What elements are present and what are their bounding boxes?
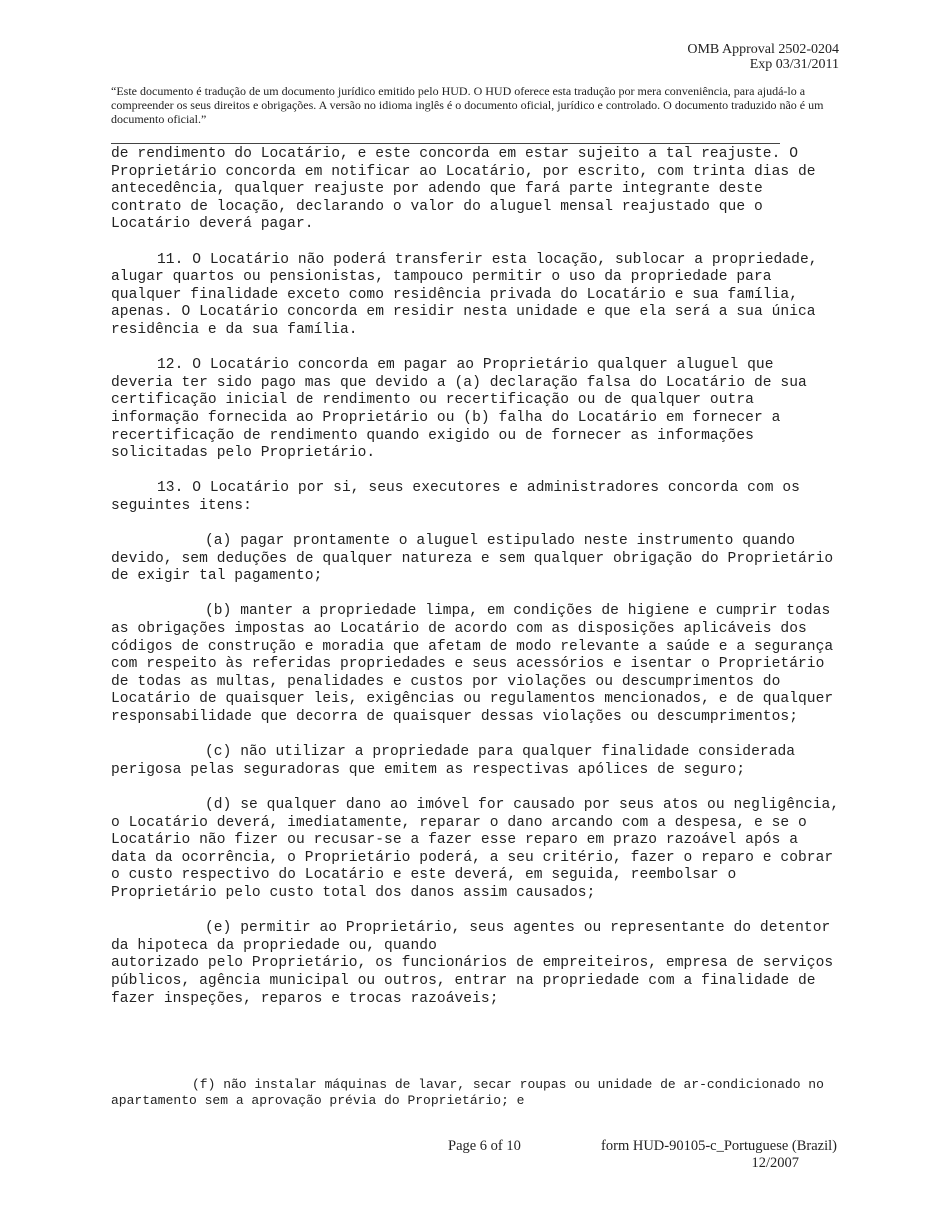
omb-expiration-date: Exp 03/31/2011 [749, 57, 839, 72]
omb-approval-block [687, 42, 839, 72]
form-date: 12/2007 [751, 1155, 799, 1171]
form-name: form HUD-90105-c_Portuguese (Brazil) [601, 1138, 837, 1154]
clause-13-item-f-block [111, 1077, 841, 1109]
page-number: Page 6 of 10 [448, 1138, 521, 1154]
clause-13-item-e-line1: (e) permitir ao Proprietário, seus agentes ou representante do detentor da hipoteca da propriedade ou, quando [111, 920, 831, 954]
form-identifier [601, 1138, 837, 1172]
clause-13-item-a: (a) pagar prontamente o aluguel estipulado neste instrumento quando devido, sem deduções de qualquer natureza e sem qualquer obrigação do Proprietário de exigir tal pagamento; [111, 533, 834, 585]
clause-13-item-c: (c) não utilizar a propriedade para qualquer finalidade considerada perigosa pelas seguradoras que emitem as respectivas apólices de seguro; [111, 744, 796, 778]
document-body [111, 146, 841, 1026]
header-divider [111, 143, 780, 144]
omb-approval-number: OMB Approval 2502-0204 [687, 42, 839, 57]
clause-13-item-e-line2: autorizado pelo Proprietário, os funcionários de empreiteiros, empresa de serviços públicos, agência municipal ou outros, entrar na propriedade com a finalidade de fazer inspeções, reparos e trocas razoáveis; [111, 955, 834, 1007]
clause-12: 12. O Locatário concorda em pagar ao Proprietário qualquer aluguel que deveria ter sido pago mas que devido a (a) declaração falsa do Locatário de sua certificação inicial de rendimento ou recertificação ou de qualquer outra informação fornecida ao Proprietário ou (b) falha do Locatário em fornecer a recertificação de rendimento quando exigido ou de fornecer as informações solicitadas pelo Proprietário. [111, 357, 807, 462]
clause-11: 11. O Locatário não poderá transferir esta locação, sublocar a propriedade, alugar quartos ou pensionistas, tampouco permitir o uso da propriedade para qualquer finalidade exceto como residência privada do Locatário e sua família, apenas. O Locatário concorda em residir nesta unidade e que ela será a sua única residência e da sua família. [111, 251, 818, 338]
clause-13-item-d: (d) se qualquer dano ao imóvel for causado por seus atos ou negligência, o Locatário deverá, imediatamente, reparar o dano arcando com a despesa, e se o Locatário não fizer ou recusar-se a fazer esse reparo em prazo razoável após a data da ocorrência, o Proprietário poderá, a seu critério, fazer o reparo e cobrar o custo respectivo do Locatário e este deverá, em seguida, reembolsar o Proprietário pelo custo total dos danos assim causados; [111, 796, 840, 901]
clause-13-item-f: (f) não instalar máquinas de lavar, secar roupas ou unidade de ar-condicionado no apartamento sem a aprovação prévia do Proprietário; e [111, 1077, 824, 1108]
clause-13: 13. O Locatário por si, seus executores e administradores concorda com os seguintes itens: [111, 480, 800, 514]
clause-13-item-b: (b) manter a propriedade limpa, em condições de higiene e cumprir todas as obrigações impostas ao Locatário de acordo com as disposições aplicáveis dos códigos de construção e moradia que afetam de modo relevante a saúde e a segurança com respeito às referidas propriedades e seus acessórios e isentar o Proprietário de todas as multas, penalidades e custos por violações ou descumprimentos do Locatário de quaisquer leis, exigências ou regulamentos mencionados, e de qualquer responsabilidade que decorra de quaisquer dessas violações ou descumprimentos; [111, 603, 834, 725]
continuation-paragraph: de rendimento do Locatário, e este concorda em estar sujeito a tal reajuste. O Proprietário concorda em notificar ao Locatário, por escrito, com trinta dias de antecedência, qualquer reajuste por adendo que fará parte integrante deste contrato de locação, declarando o valor do aluguel mensal reajustado que o Locatário deverá pagar. [111, 146, 816, 233]
translation-disclaimer: “Este documento é tradução de um documento jurídico emitido pelo HUD. O HUD oferece esta tradução por mera conveniência, para ajudá-lo a compreender os seus direitos e obrigações. A versão no idioma inglês é o documento oficial, jurídico e controlado. O documento traduzido não é um documento oficial.” [111, 84, 824, 126]
